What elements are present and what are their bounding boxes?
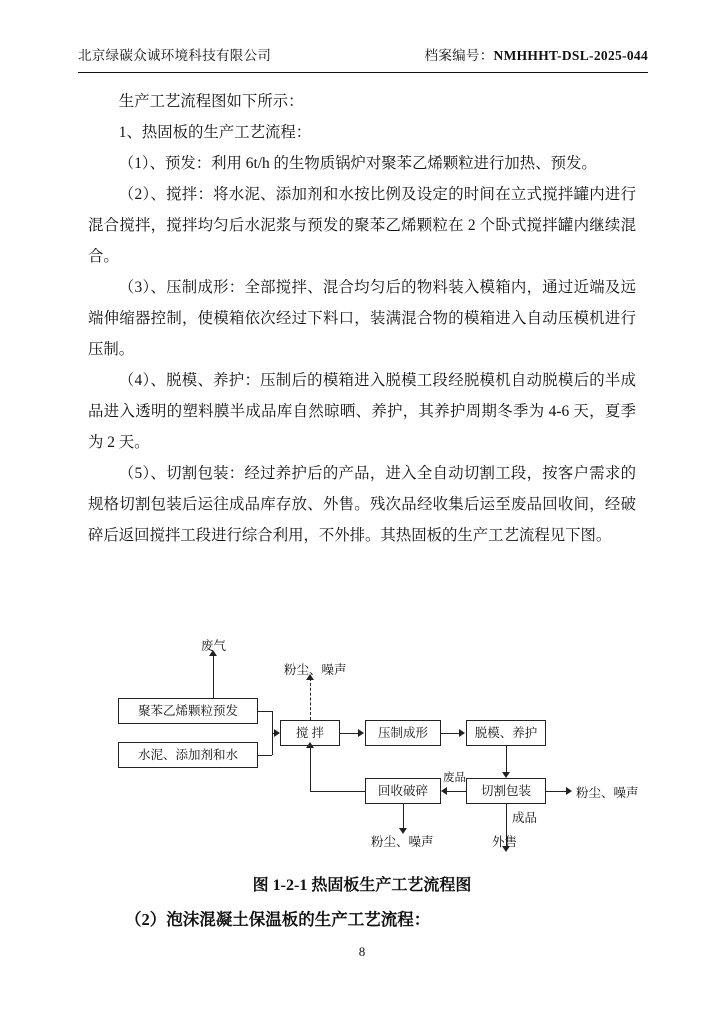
flow-label-dust-noise-bottom: 粉尘、噪声	[371, 835, 434, 849]
flow-line-dust-noise-right	[546, 791, 568, 792]
flow-line-dust-noise-bottom	[403, 804, 404, 830]
flow-arrow-press-demold	[459, 729, 465, 737]
flow-label-dust-noise-right: 粉尘、噪声	[576, 786, 639, 800]
page-header	[78, 44, 648, 64]
flow-line-demold-cut	[506, 746, 507, 772]
flow-node-cut[interactable]: 切割包装	[466, 778, 546, 804]
flow-line-cut-recycle	[447, 791, 466, 792]
flow-node-press[interactable]: 压制成形	[365, 720, 441, 746]
flow-arrow-dust-noise-right	[566, 787, 572, 795]
flow-label-scrap: 废品	[443, 772, 466, 784]
flow-node-demold[interactable]: 脱模、养护	[466, 720, 546, 746]
flow-arrow-mix-press	[358, 729, 364, 737]
flow-arrow-to-mix	[274, 729, 280, 737]
paragraph-step-3: （3）、压制成形：全部搅拌、混合均匀后的物料装入模箱内，通过近端及远端伸缩器控制，使模箱依次经过下料口，装满混合物的模箱进入自动压模机进行压制。	[88, 279, 636, 358]
paragraph-step-4: （4）、脱模、养护：压制后的模箱进入脱模工段经脱模机自动脱模后的半成品进入透明的塑料膜半成品库自然晾晒、养护，其养护周期冬季为 4-6 天，夏季为 2 天。	[88, 372, 636, 451]
flow-line-raw2-out	[258, 755, 272, 756]
paragraph-step-2: （2）、搅拌：将水泥、添加剂和水按比例及设定的时间在立式搅拌罐内进行混合搅拌，搅拌均匀后水泥浆与预发的聚苯乙烯颗粒在 2 个卧式搅拌罐内继续混合。	[88, 186, 636, 265]
header-divider	[78, 72, 648, 73]
flow-line-recycle-return-v	[310, 746, 311, 791]
flow-arrow-waste-gas	[209, 650, 217, 656]
flow-node-raw1[interactable]: 聚苯乙烯颗粒预发	[118, 698, 258, 724]
section-title: （2）泡沫混凝土保温板的生产工艺流程：	[125, 910, 431, 929]
process-flow-diagram	[88, 636, 648, 856]
flow-label-waste-gas: 废气	[201, 639, 227, 653]
flow-line-raw1-out	[258, 711, 272, 712]
body-text	[88, 86, 636, 551]
flow-arrow-dust-noise-top	[306, 674, 314, 680]
flow-arrow-demold-cut	[502, 772, 510, 778]
flow-label-product: 成品	[512, 811, 538, 825]
flow-arrow-cut-recycle	[441, 787, 447, 795]
paragraph-step-1: （1）、预发：利用 6t/h 的生物质锅炉对聚苯乙烯颗粒进行加热、预发。	[118, 155, 597, 172]
flow-line-press-demold	[441, 733, 460, 734]
flow-line-waste-gas	[213, 654, 214, 698]
flow-line-mix-press	[340, 733, 359, 734]
paragraph-step-5: （5）、切割包装：经过养护后的产品，进入全自动切割工段，按客户需求的规格切割包装后运往成品库存放、外售。残次品经收集后运至废品回收间，经破碎后返回搅拌工段进行综合利用，不外排。其热固板的生产工艺流程见下图。	[88, 465, 636, 544]
flow-arrow-recycle-return	[306, 742, 314, 748]
archive-label: 档案编号：	[424, 48, 494, 63]
flow-node-recycle[interactable]: 回收破碎	[365, 778, 441, 804]
flow-node-mix[interactable]: 搅 拌	[280, 720, 340, 746]
flow-line-recycle-return-h	[310, 791, 365, 792]
flow-node-raw2[interactable]: 水泥、添加剂和水	[118, 742, 258, 768]
flow-label-dust-noise-top: 粉尘、噪声	[284, 663, 347, 677]
figure-caption: 图 1-2-1 热固板生产工艺流程图	[252, 877, 472, 894]
flow-label-sale: 外售	[492, 835, 518, 849]
paragraph-section-1: 1、热固板的生产工艺流程：	[118, 124, 312, 141]
header-company: 北京绿碳众诚环境科技有限公司	[78, 48, 272, 63]
flow-line-dust-noise-top	[310, 678, 311, 720]
archive-value: NMHHHT-DSL-2025-044	[493, 48, 648, 63]
header-archive-number	[425, 44, 648, 64]
page-number: 8	[358, 944, 366, 959]
paragraph-intro: 生产工艺流程图如下所示：	[118, 93, 304, 110]
